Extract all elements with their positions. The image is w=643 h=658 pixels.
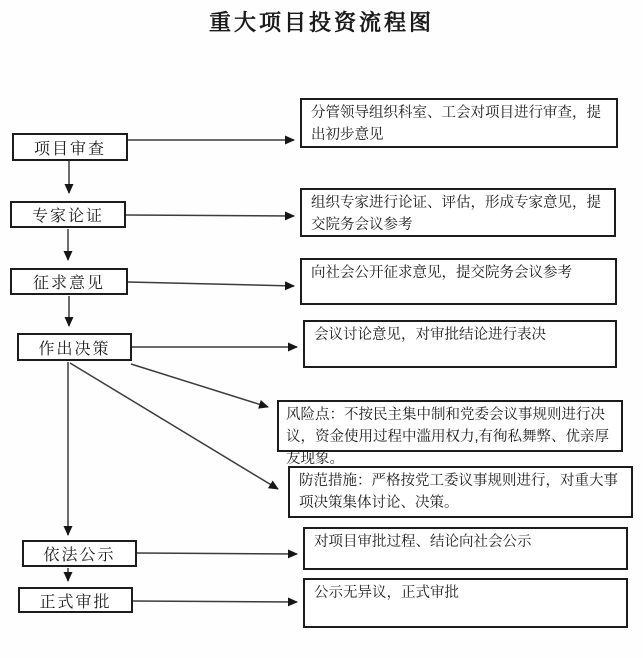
note-make-decision: 会议讨论意见，对审批结论进行表决 <box>303 320 617 368</box>
arrow-publicnotice-to-note <box>137 553 297 554</box>
step-expert-demonstration: 专家论证 <box>10 201 126 228</box>
step-project-review: 项目审查 <box>12 133 128 161</box>
note-project-review: 分管领导组织科室、工会对项目进行审查，提出初步意见 <box>300 98 618 148</box>
step-make-decision: 作出决策 <box>17 333 132 361</box>
note-public-notice: 对项目审批过程、结论向社会公示 <box>303 527 628 570</box>
prevention-callout: 防范措施：严格按党工委议事规则进行，对重大事项决策集体讨论、决策。 <box>288 466 633 518</box>
risk-callout: 风险点：不按民主集中制和党委会议事规则进行决议，资金使用过程中滥用权力,有徇私舞弊、优亲厚友现象。 <box>277 400 623 452</box>
arrow-decision-to-prevention <box>70 363 278 489</box>
page-title: 重大项目投资流程图 <box>208 10 434 35</box>
note-solicit-opinions: 向社会公开征求意见，提交院务会议参考 <box>300 258 617 305</box>
step-formal-approval: 正式审批 <box>18 587 133 613</box>
note-formal-approval: 公示无异议，正式审批 <box>303 578 628 628</box>
arrow-decision-to-risk <box>131 364 268 407</box>
step-solicit-opinions: 征求意见 <box>10 268 128 295</box>
arrow-opinions-to-note <box>128 282 294 286</box>
note-expert-demonstration: 组织专家进行论证、评估，形成专家意见，提交院务会议参考 <box>300 188 616 237</box>
arrow-approval-to-note <box>133 601 297 602</box>
arrow-expert-to-note <box>126 215 294 216</box>
step-public-notice: 依法公示 <box>22 540 137 567</box>
